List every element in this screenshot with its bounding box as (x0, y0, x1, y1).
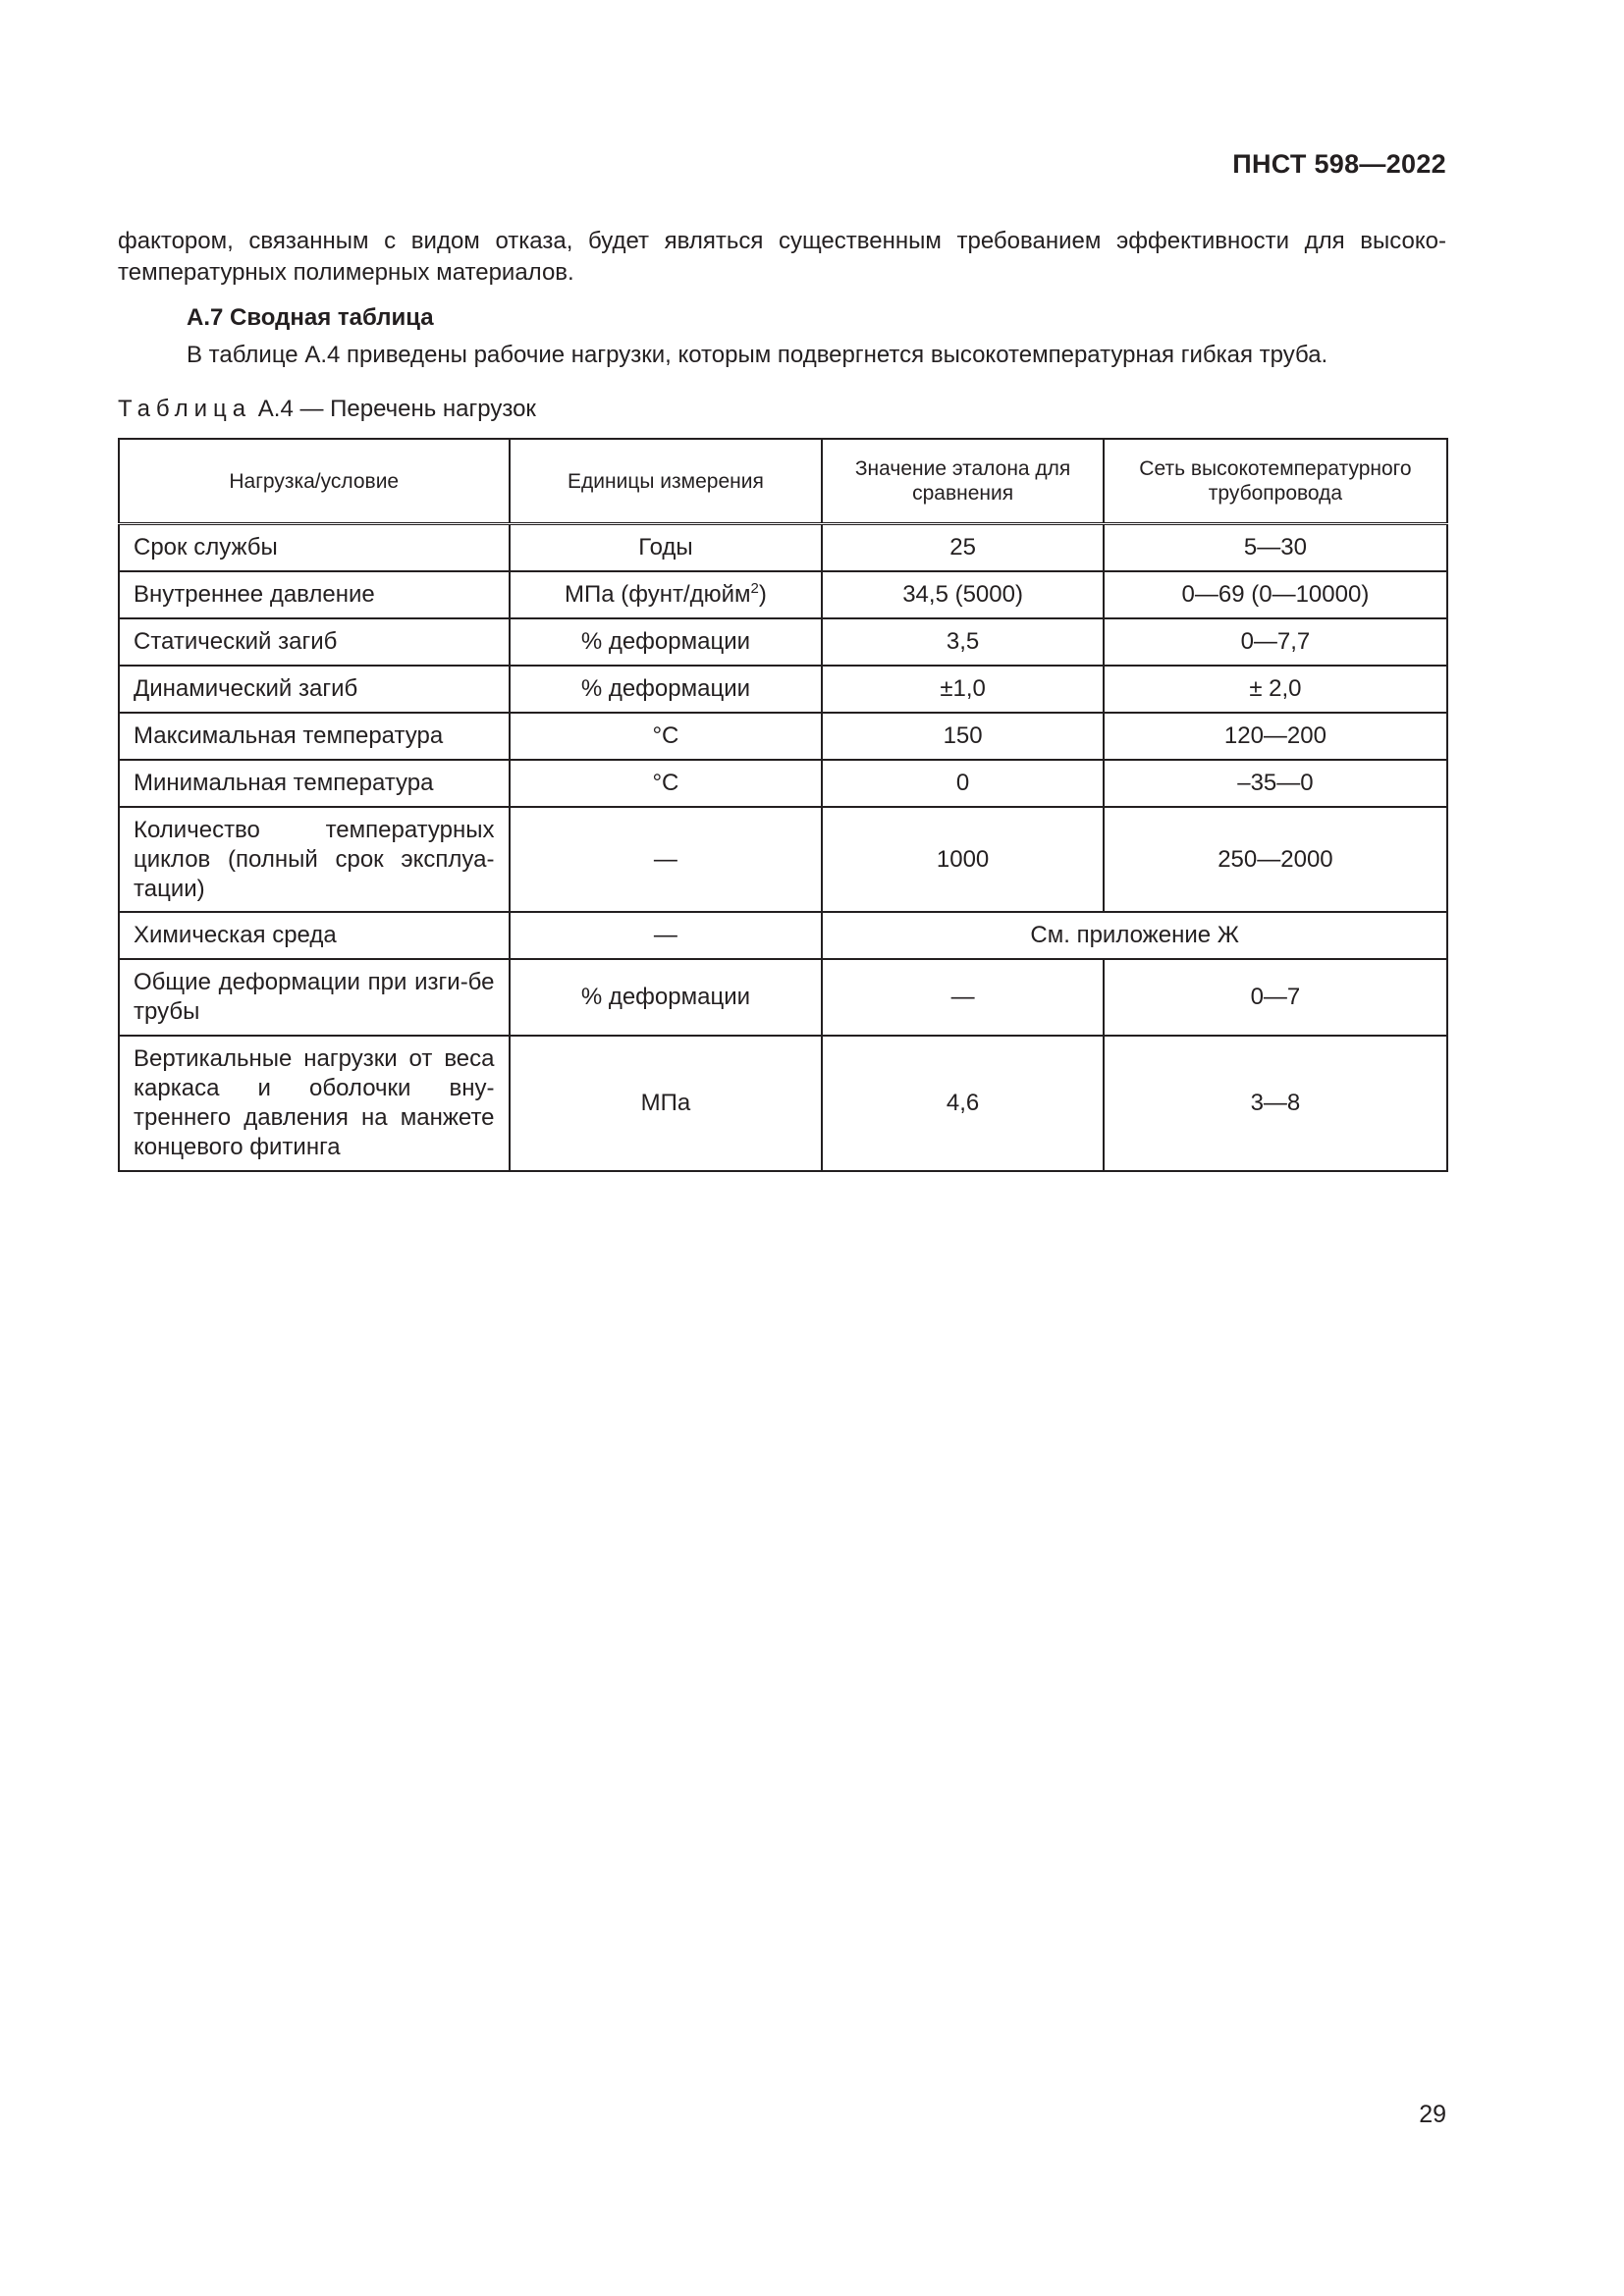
document-code: ПНСТ 598—2022 (1232, 149, 1446, 179)
page-number: 29 (1419, 2101, 1446, 2128)
cell-unit: % деформации (510, 618, 823, 666)
cell-network: 250—2000 (1104, 807, 1447, 912)
table-row (119, 666, 1447, 713)
table-row (119, 959, 1447, 1036)
loads-table (118, 438, 1448, 1172)
cell-load: Вертикальные нагрузки от веса каркаса и оболочки вну-треннего давления на манжете концевого фитинга (119, 1036, 510, 1171)
table-caption (118, 396, 536, 423)
cell-reference: 1000 (822, 807, 1104, 912)
table-header-row (119, 439, 1447, 524)
cell-network: –35—0 (1104, 760, 1447, 807)
cell-load: Количество температурных циклов (полный срок эксплуа-тации) (119, 807, 510, 912)
cell-unit: % деформации (510, 959, 823, 1036)
table-row (119, 524, 1447, 572)
table-row (119, 713, 1447, 760)
cell-load: Срок службы (119, 524, 510, 572)
table-row (119, 1036, 1447, 1171)
cell-load: Динамический загиб (119, 666, 510, 713)
table-row (119, 760, 1447, 807)
header-unit: Единицы измерения (510, 439, 823, 524)
cell-unit: % деформации (510, 666, 823, 713)
cell-unit: МПа (510, 1036, 823, 1171)
cell-network: 0—69 (0—10000) (1104, 571, 1447, 618)
header-load: Нагрузка/условие (119, 439, 510, 524)
intro-line-1: фактором, связанным с видом отказа, будет являться существенным требованием эффективности для высоко- (118, 228, 1446, 254)
cell-load: Общие деформации при изги-бе трубы (119, 959, 510, 1036)
table-caption-label: Таблица (118, 396, 252, 422)
cell-unit: — (510, 912, 823, 959)
section-text: В таблице А.4 приведены рабочие нагрузки, которым подвергнется высокотемпературная гибкая труба. (187, 342, 1328, 368)
cell-network: 120—200 (1104, 713, 1447, 760)
cell-load: Химическая среда (119, 912, 510, 959)
cell-reference: 150 (822, 713, 1104, 760)
cell-unit: Годы (510, 524, 823, 572)
cell-network: 5—30 (1104, 524, 1447, 572)
cell-network: 0—7 (1104, 959, 1447, 1036)
table-row (119, 912, 1447, 959)
intro-paragraph (118, 226, 1446, 289)
cell-load: Минимальная температура (119, 760, 510, 807)
cell-unit (510, 571, 823, 618)
cell-unit-tail: ) (758, 581, 767, 608)
cell-merged: См. приложение Ж (822, 912, 1447, 959)
table-row (119, 571, 1447, 618)
intro-line-2: температурных полимерных материалов. (118, 259, 574, 286)
cell-load: Статический загиб (119, 618, 510, 666)
cell-unit: °С (510, 760, 823, 807)
table-caption-text: А.4 — Перечень нагрузок (257, 396, 536, 422)
header-network: Сеть высокотемпературного трубопровода (1104, 439, 1447, 524)
cell-reference: 25 (822, 524, 1104, 572)
table-row (119, 807, 1447, 912)
cell-unit-text: МПа (фунт/дюйм (564, 581, 751, 608)
cell-reference: ±1,0 (822, 666, 1104, 713)
cell-unit: °С (510, 713, 823, 760)
cell-network: 3—8 (1104, 1036, 1447, 1171)
cell-reference: — (822, 959, 1104, 1036)
cell-unit: — (510, 807, 823, 912)
cell-load: Внутреннее давление (119, 571, 510, 618)
cell-network: 0—7,7 (1104, 618, 1447, 666)
header-reference: Значение эталона для сравнения (822, 439, 1104, 524)
cell-unit-superscript: 2 (750, 580, 759, 597)
cell-reference: 4,6 (822, 1036, 1104, 1171)
cell-network: ± 2,0 (1104, 666, 1447, 713)
cell-reference: 34,5 (5000) (822, 571, 1104, 618)
cell-load: Максимальная температура (119, 713, 510, 760)
cell-reference: 0 (822, 760, 1104, 807)
section-heading: А.7 Сводная таблица (187, 304, 434, 331)
table-row (119, 618, 1447, 666)
cell-reference: 3,5 (822, 618, 1104, 666)
